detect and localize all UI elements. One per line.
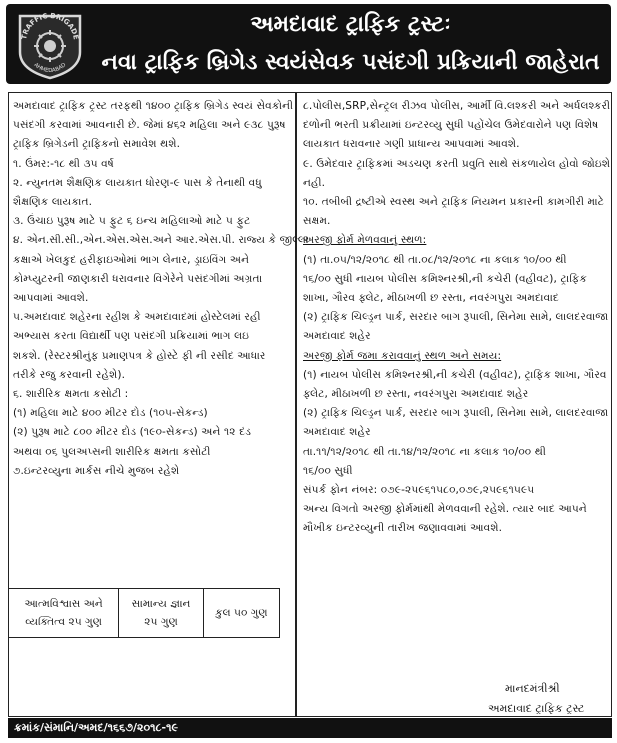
signature-org: અમદાવાદ ટ્રાફિક ટ્રસ્ટ bbox=[488, 702, 585, 715]
left-line: ૧. ઉંમર:-૧૮ થી ૩૫ વર્ષ bbox=[13, 157, 114, 170]
form-get-heading: અરજી ફોર્મ મેળવવાનું સ્થળ: bbox=[303, 234, 427, 247]
left-line: ૩. ઉંચાઇ પુરૂષ માટે ૫ ફુટ ૬ ઇન્ચ મહિલાઓ માટે ૫ ફુટ bbox=[13, 215, 251, 228]
form-submit-line: અન્ય વિગતો અરજી ફોર્મમાંથી મેળવવાની રહેશે. ત્યાર બાદ આપને bbox=[303, 503, 587, 516]
table-cell-text: વ્યક્તિત્વ ૨૫ ગુણ bbox=[25, 616, 103, 628]
left-line: આપવામાં આવશે. bbox=[13, 292, 89, 305]
left-line: શકશે. (રેસ્ટરશ્રીનુંફ પ્રમાણપત્ર કે હોસ્ટે ફી ની રસીદ આધાર bbox=[13, 349, 266, 362]
table-cell bbox=[119, 589, 203, 638]
form-get-line: ૧૬/૦૦ સુધી નાયબ પોલીસ કમિશ્નરશ્રી,ની કચેરી (વહીવટ), ટ્રાફિક bbox=[303, 272, 587, 285]
right-line: ૯. ઉમેદવાર ટ્રાફિકમાં અડચણ કરતી પ્રવુતિ સાથે સંકળાયેલ હોવો જોઇશે bbox=[303, 157, 611, 170]
table-cell bbox=[203, 589, 279, 638]
table-cell-text: આત્મવિશ્વાસ અને bbox=[24, 598, 103, 610]
left-line: ૭.ઇન્ટરવ્યુના માર્કસ નીચે મુજબ રહેશે bbox=[13, 464, 180, 477]
left-line: (૨) પુરૂષ માટે ૮૦૦ મીટર દોડ (૧૯૦-સેકન્ડ) અને ૧૨ દંડ bbox=[13, 426, 252, 439]
form-submit-line: અમદાવાદ શહેર bbox=[303, 426, 371, 439]
table-cell-text: સામાન્ય જ્ઞાન bbox=[131, 598, 191, 610]
right-line: લાયકાત ધરાવનાર ગણી પ્રાધાન્ય આપવામાં આવશે. bbox=[303, 138, 520, 151]
notice-number: ક્રમાંક/સંમાનિ/અમદ/૧૬૬૭/૨૦૧૮-૧૯ bbox=[14, 721, 178, 734]
left-line: શૈક્ષણિક લાયકાત. bbox=[13, 196, 93, 209]
left-line: અભ્યાસ કરતા વિદ્યાર્થી પણ પસંદગી પ્રક્રિયામાં ભાગ લઇ bbox=[13, 330, 250, 343]
right-line: ૮.પોલીસ,SRP,સેન્ટ્રલ રીઝવ પોલીસ, આર્મી વિ.લશ્કરી અને અર્ધલશ્કરી bbox=[303, 100, 611, 112]
left-line: ૫.અમદાવાદ શહેરના રહીશ કે અમદાવાદમાં હોસ્ટેલમાં રહી bbox=[13, 311, 261, 324]
left-line: તરીકે રજુ કરવાની રહેશે). bbox=[13, 368, 126, 381]
left-line: ૪. એન.સી.સી.,એન.એસ.એસ.અને આર.એસ.પી. રાજ્ય કે જીલ્લા bbox=[13, 234, 309, 247]
interview-marks-table bbox=[8, 588, 280, 638]
left-line: અમદાવાદ ટ્રાફિક ટ્રસ્ટ તરફથી ૧૪૦૦ ટ્રાફિક બ્રિગેડ સ્વયં સેવકોની bbox=[13, 100, 294, 112]
right-line: ૧૦. તબીબી દ્રષ્ટીએ સ્વસ્થ અને ટ્રાફિક નિયમન પ્રકારની કામગીરી માટે bbox=[303, 196, 604, 209]
right-line: દળોની ભરતી પ્રક્રીયામાં ઇન્ટરવ્યુ સુધી પહોંચેલ ઉમેદવારોને પણ વિશેષ bbox=[303, 119, 599, 132]
logo-text-bottom: AHMEDABAD bbox=[32, 62, 68, 75]
left-line: (૧) મહિલા માટે ૪૦૦ મીટર દોડ (૧૦૫-સેકન્ડ) bbox=[13, 407, 208, 420]
form-get-line: (૧) તા.૦૫/૧૨/૨૦૧૮ થી તા.૦૮/૧૨/૨૦૧૮ ના કલાક ૧૦/૦૦ થી bbox=[303, 253, 567, 266]
left-line: ૨. ન્યુનતમ શૈક્ષણિક લાયકાત ધોરણ-૯ પાસ કે તેનાથી વધુ bbox=[13, 176, 262, 189]
form-get-line: શાખા, ગૌરવ ફ્લેટ, મીઠાખળી છ રસ્તા, નવરંગપુરા અમદાવાદ bbox=[303, 292, 559, 305]
footer-bar bbox=[8, 718, 612, 738]
right-line: નહી. bbox=[303, 176, 326, 189]
left-line: ટ્રાફિક બ્રિગેડની ટ્રાફિકનો સમાવેશ થશે. bbox=[13, 138, 181, 151]
left-line: અથવા ૦૬ પુલઅપ્સની શારીરિક ક્ષમતા કસોટી bbox=[13, 445, 211, 458]
left-line: કક્ષાએ ખેલકુદ હરીફાઇઓમાં ભાગ લેનાર, ડ્રાઇવિંગ અને bbox=[13, 253, 250, 266]
table-cell-text: કુલ ૫૦ ગુણ bbox=[215, 607, 268, 619]
form-submit-line: મૌખીક ઇન્ટરવ્યુની તારીખ જણાવવામાં આવશે. bbox=[303, 522, 503, 535]
left-line: પસંદગી કરવામાં આવનારી છે. જેમાં ૪૬૨ મહિલા અને ૯૩૮ પુરૂષ bbox=[13, 119, 286, 132]
page-title-line1: અમદાવાદ ટ્રાફિક ટ્રસ્ટઃ bbox=[250, 12, 451, 37]
form-submit-line: (૨) ટ્રાફિક ચિલ્ડ્રન પાર્ક, સરદાર બાગ રૂપાલી, સિનેમા સામે, લાલદરવાજા bbox=[303, 407, 609, 420]
table-row bbox=[9, 589, 280, 638]
form-submit-line: (૧) નાયબ પોલીસ કમિશ્નરશ્રી,ની કચેરી (વહીવટ), ટ્રાફિક શાખા, ગૌરવ bbox=[303, 368, 607, 381]
right-column bbox=[296, 92, 612, 717]
logo-text-top: TRAFFIC BRIGADE bbox=[20, 11, 80, 41]
form-submit-line: ફ્લેટ, મીઠાખળી છ રસ્તા, નવરંગપુરા અમદાવાદ શહેર bbox=[303, 388, 529, 401]
form-get-line: અમદાવાદ શહેર bbox=[303, 330, 371, 343]
contact-phone: સંપર્ક ફોન નંબર: ૦૭૯-૨૫૯૬૧૫૮૦,૦૭૯,૨૫૯૬૧૫૯૫ bbox=[303, 484, 535, 497]
page-title-line2: નવા ટ્રાફિક બ્રિગેડ સ્વયંસેવક પસંદગી પ્રક્રિયાની જાહેરાત bbox=[101, 50, 600, 75]
header-banner bbox=[6, 4, 611, 84]
right-line: સક્ષમ. bbox=[303, 215, 331, 228]
left-line: કોમ્પ્યુટરની જાણકારી ધરાવનાર વિગેરેને પસંદગીમાં અગ્રતા bbox=[13, 272, 263, 285]
form-get-line: (૨) ટ્રાફિક ચિલ્ડ્રન પાર્ક, સરદાર બાગ રૂપાલી, સિનેમા સામે, લાલદરવાજા bbox=[303, 311, 609, 324]
left-line: ૬. શારીરિક ક્ષમતા કસોટી : bbox=[13, 388, 129, 401]
form-submit-line: તા.૧૧/૧૨/૨૦૧૮ થી તા.૧૪/૧૨/૨૦૧૮ ના કલાક ૧૦/૦૦ થી bbox=[303, 445, 546, 458]
table-cell-text: ૨૫ ગુણ bbox=[144, 616, 178, 628]
form-submit-line: ૧૬/૦૦ સુધી bbox=[303, 464, 353, 477]
table-cell bbox=[9, 589, 119, 638]
traffic-brigade-logo bbox=[14, 8, 86, 80]
signature-title: માનદમંત્રીશ્રી bbox=[505, 682, 560, 695]
form-submit-heading: અરજી ફોર્મ જમા કરાવવાનું સ્થળ અને સમય: bbox=[303, 349, 502, 362]
